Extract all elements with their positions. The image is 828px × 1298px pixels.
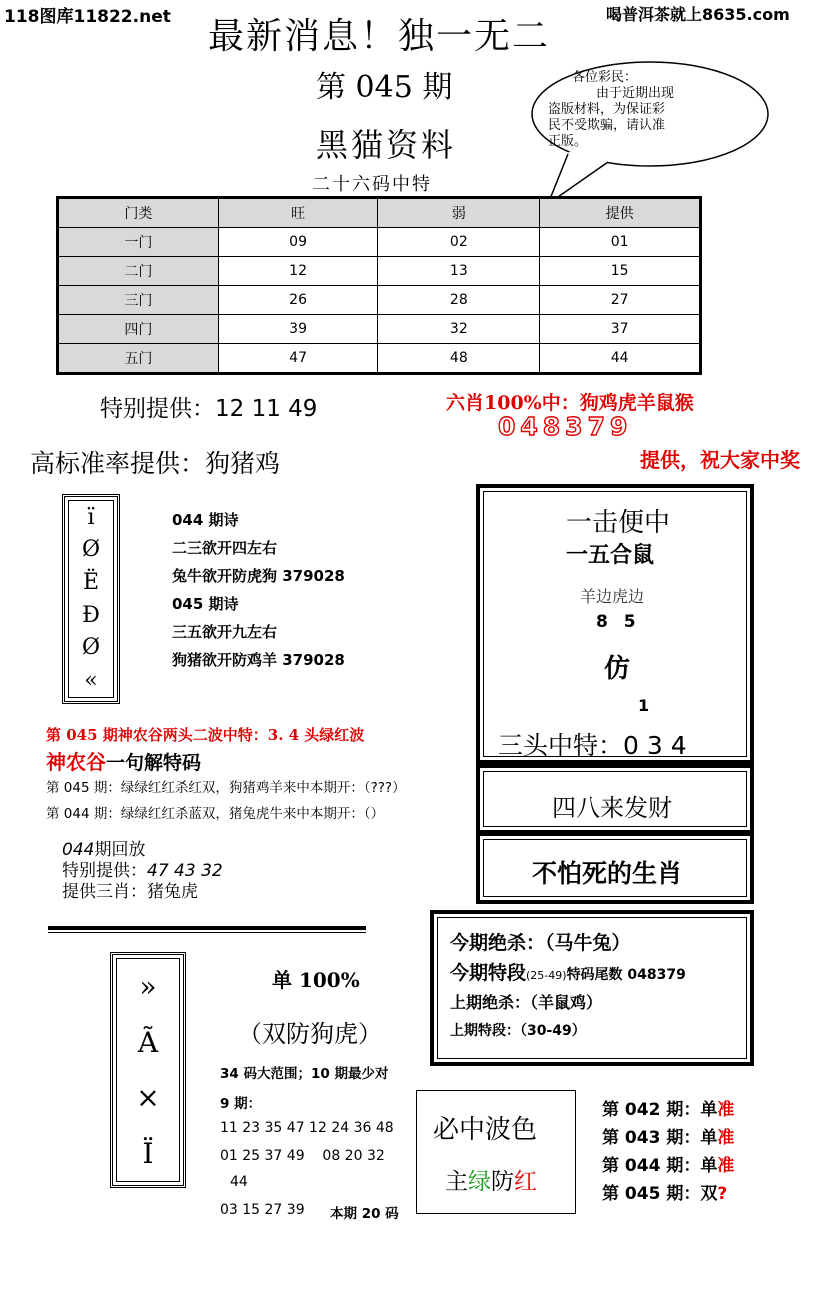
history-mark: ? (717, 1184, 728, 1204)
poem-line: 045 期诗 (172, 595, 239, 613)
notice-line: 由于近期出现 (596, 86, 675, 101)
table-cell: 四门 (59, 315, 219, 344)
yiji-sub: 一五合鼠 (566, 542, 655, 568)
review-label: 特别提供： (62, 861, 147, 881)
table-cell: 09 (218, 228, 378, 257)
sibalai-text: 四八来发财 (552, 794, 672, 822)
divider (48, 932, 366, 933)
bizhong-red: 红 (514, 1169, 537, 1195)
poem-line: 狗猪欲开防鸡羊 379028 (172, 651, 345, 669)
nums-line4: 03 15 27 39 (220, 1202, 305, 1218)
special-provide (100, 390, 317, 423)
table-header: 提供 (540, 199, 700, 228)
bizhong-fang: 防 (491, 1169, 514, 1195)
site-left-label: 118图库11822.net (4, 7, 171, 27)
side-glyph: Ø (81, 635, 101, 661)
gaobiao-provide (30, 444, 280, 480)
site-right-label: 喝普洱茶就上8635.com (606, 5, 790, 24)
nums-line2: 01 25 37 49 08 20 32 (220, 1148, 385, 1164)
yiji-nums: 8 5 (596, 612, 636, 632)
bizhong-zhu: 主 (445, 1169, 468, 1195)
poem-line: 二三欲开四左右 (172, 539, 278, 557)
review-text: 期回放 (94, 840, 146, 860)
benqi-text: 本期 20 码 (330, 1206, 399, 1222)
notice-line: 各位彩民： (572, 70, 638, 85)
history-label: 第 043 期：单 (602, 1128, 718, 1148)
poem-line: 兔牛欲开防虎狗 379028 (172, 567, 345, 585)
wish-text: 提供，祝大家中奖 (640, 448, 800, 472)
table-cell: 28 (378, 286, 540, 315)
side-glyph: « (84, 668, 98, 694)
bizhong-green: 绿 (468, 1169, 491, 1195)
jue-box (430, 910, 754, 1066)
shuangfang-text: （双防狗虎） (238, 1020, 382, 1048)
side-glyph: × (136, 1081, 160, 1115)
sibalai-box (476, 764, 754, 834)
table-cell: 12 (218, 257, 378, 286)
table-row (59, 228, 700, 257)
history-list (602, 1096, 734, 1208)
divider (48, 926, 366, 930)
bizhong-colors (445, 1163, 537, 1196)
review-block (62, 840, 223, 903)
bizhong-box (416, 1090, 576, 1214)
table-cell: 五门 (59, 344, 219, 373)
yiji-one: 1 (638, 696, 650, 715)
side-glyph: Ã (137, 1025, 159, 1059)
gaobiao-label: 高标准率提供： (30, 449, 206, 478)
side-glyph: Ï (142, 1136, 154, 1170)
number-table (56, 196, 702, 375)
side-glyph: ï (87, 504, 95, 530)
review-issue: 044 (62, 840, 95, 860)
history-item (602, 1096, 734, 1124)
jue-line2 (450, 958, 686, 985)
six-xiao-text: 六肖100%中：狗鸡虎羊鼠猴 (446, 392, 694, 414)
table-header: 弱 (378, 199, 540, 228)
history-item (602, 1152, 734, 1180)
history-label: 第 045 期：双 (602, 1184, 718, 1204)
table-cell: 37 (540, 315, 700, 344)
shennong-title (46, 746, 201, 775)
notice-line: 正版。 (548, 134, 588, 149)
table-cell: 13 (378, 257, 540, 286)
jue-line2-b: (25-49) (526, 969, 567, 982)
table-header: 旺 (218, 199, 378, 228)
bizhong-title: 必中波色 (433, 1115, 538, 1145)
headline: 最新消息！独一无二 (208, 16, 551, 57)
table-row (59, 315, 700, 344)
bottom-side-box (110, 952, 186, 1188)
history-item (602, 1124, 734, 1152)
table-cell: 02 (378, 228, 540, 257)
gaobiao-value: 狗猪鸡 (205, 449, 281, 478)
side-glyph: Ø (81, 537, 101, 563)
shennong-line2: 第 045 期：绿绿红红杀红双，狗猪鸡羊来中本期开：（???） (46, 780, 406, 796)
poem-side-box (62, 494, 120, 704)
table-cell: 27 (540, 286, 700, 315)
table-cell: 一门 (59, 228, 219, 257)
history-item (602, 1180, 734, 1208)
side-glyph: Ð (82, 602, 100, 628)
special-label: 特别提供： (100, 396, 215, 422)
yiji-santou: 三头中特：0 3 4 (498, 731, 687, 760)
table-cell: 01 (540, 228, 700, 257)
side-glyph-column (68, 500, 114, 698)
yiji-line3: 羊边虎边 (580, 587, 645, 606)
shennong-title-black: 一句解特码 (106, 752, 202, 774)
poem-line: 三五欲开九左右 (172, 623, 278, 641)
special-value: 12 11 49 (215, 396, 318, 422)
review-value: 47 43 32 (147, 861, 223, 881)
review-line2 (62, 861, 223, 882)
bupa-text: 不怕死的生肖 (532, 859, 683, 888)
issue-number: 第 045 期 (316, 70, 453, 105)
history-label: 第 044 期：单 (602, 1156, 718, 1176)
jue-line4: 上期特段：（30-49） (450, 1023, 586, 1039)
table-row (59, 257, 700, 286)
poem-line: 044 期诗 (172, 511, 239, 529)
review-line1 (62, 840, 223, 861)
table-cell: 15 (540, 257, 700, 286)
dan-text: 单 100% (272, 968, 360, 992)
table-cell: 26 (218, 286, 378, 315)
table-header: 门类 (59, 199, 219, 228)
history-label: 第 042 期：单 (602, 1100, 718, 1120)
history-mark: 准 (717, 1156, 735, 1176)
notice-line: 民不受欺骗，请认准 (548, 118, 666, 133)
side-glyph: Ë (82, 570, 100, 596)
bupa-box (476, 832, 754, 904)
jue-line3: 上期绝杀：（羊鼠鸡） (450, 993, 603, 1012)
table-row (59, 344, 700, 373)
jue-line2-c: 特码尾数 048379 (566, 967, 686, 983)
jue-line2-a: 今期特段 (450, 962, 527, 984)
shennong-line3: 第 044 期：绿绿红红杀蓝双，猪兔虎牛来中本期开：（） (46, 806, 385, 822)
table-cell: 48 (378, 344, 540, 373)
range-line2: 9 期： (220, 1096, 262, 1112)
nums-line3: 44 (230, 1174, 248, 1190)
table-cell: 32 (378, 315, 540, 344)
table-header-row (59, 199, 700, 228)
six-xiao-number: 048379 (498, 412, 633, 441)
table-row (59, 286, 700, 315)
range-line1: 34 码大范围；10 期最少对 (220, 1066, 389, 1082)
history-mark: 准 (717, 1128, 735, 1148)
table-cell: 47 (218, 344, 378, 373)
history-mark: 准 (717, 1100, 735, 1120)
nums-line1: 11 23 35 47 12 24 36 48 (220, 1120, 394, 1136)
bottom-glyph-column (116, 958, 180, 1182)
yiji-fang: 仿 (604, 654, 631, 684)
table-cell: 三门 (59, 286, 219, 315)
yiji-title: 一击便中 (566, 508, 671, 538)
page-title: 黑猫资料 (316, 126, 457, 164)
table-cell: 二门 (59, 257, 219, 286)
shennong-line1: 第 045 期神农谷两头二波中特：3. 4 头绿红波 (46, 726, 365, 744)
notice-line: 盗版材料，为保证彩 (548, 102, 666, 117)
yiji-box (476, 484, 754, 764)
shennong-title-red: 神农谷 (46, 750, 106, 774)
review-line3: 提供三肖：猪兔虎 (62, 882, 198, 902)
table-cell: 39 (218, 315, 378, 344)
poem-lines (172, 506, 345, 674)
subtitle: 二十六码中特 (312, 174, 432, 195)
jue-line1: 今期绝杀：（马牛兔） (450, 932, 631, 954)
notice-text (548, 70, 732, 150)
side-glyph: » (139, 970, 157, 1004)
table-cell: 44 (540, 344, 700, 373)
